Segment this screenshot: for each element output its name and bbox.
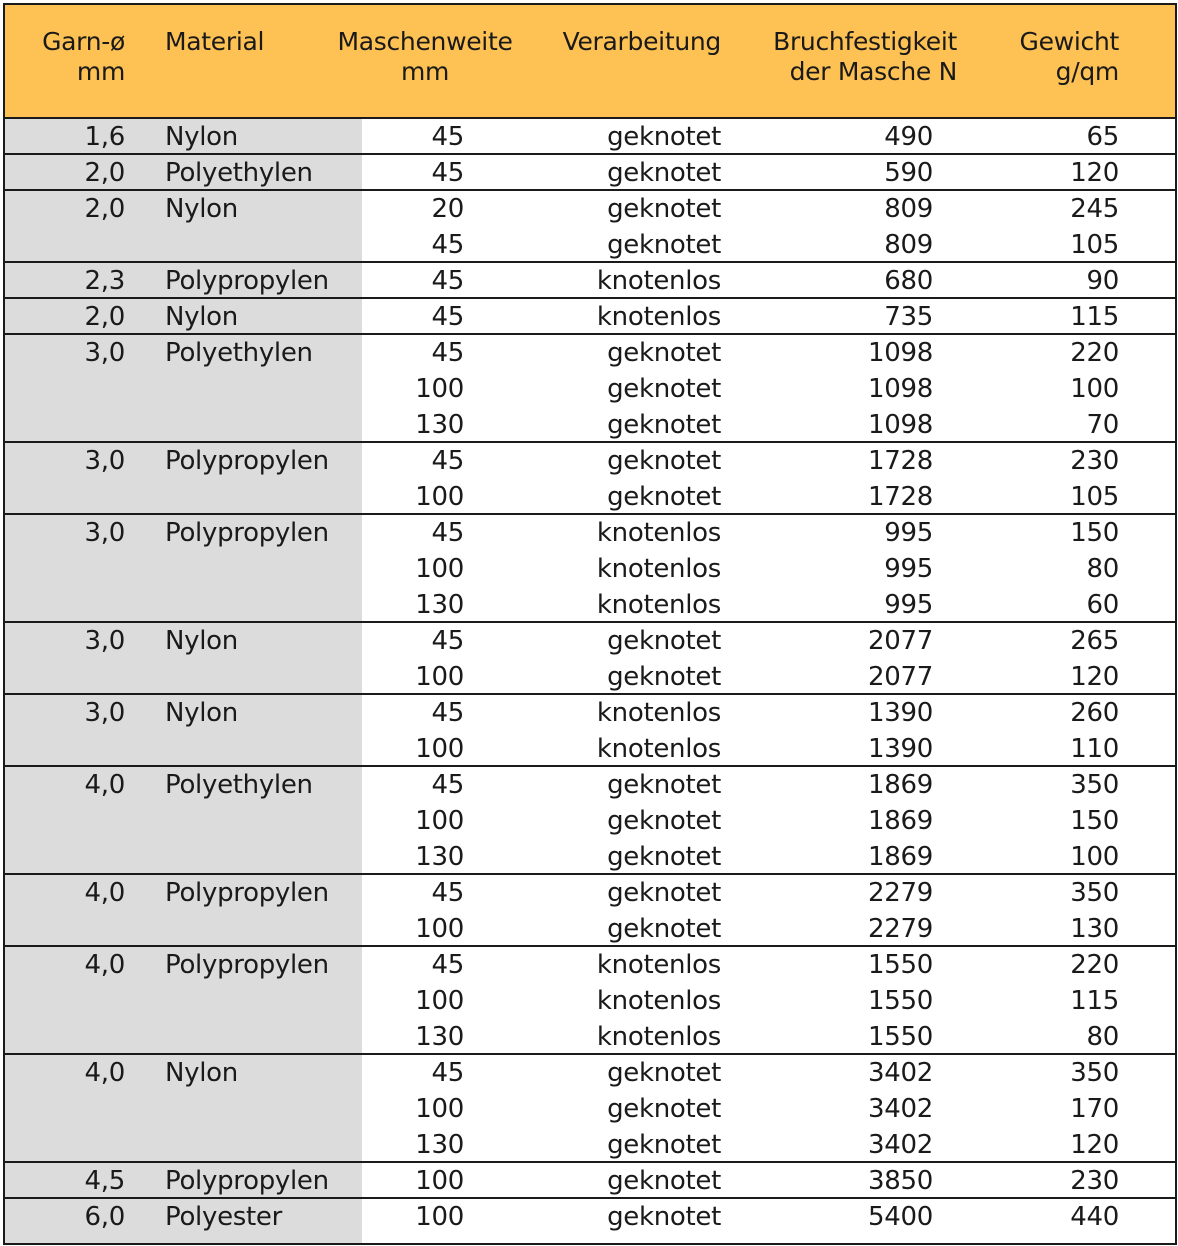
cell-bruchfestigkeit: 1390 bbox=[868, 698, 933, 728]
table-group bbox=[5, 1163, 1175, 1199]
cell-gewicht: 105 bbox=[1070, 482, 1119, 512]
cell-bruchfestigkeit: 2077 bbox=[868, 626, 933, 656]
cell-maschenweite: 130 bbox=[415, 1022, 464, 1052]
cell-garn: 4,0 bbox=[84, 1058, 125, 1088]
cell-material: Polypropylen bbox=[165, 446, 329, 476]
cell-maschenweite: 45 bbox=[431, 338, 464, 368]
cell-verarbeitung: knotenlos bbox=[596, 986, 721, 1016]
cell-maschenweite: 45 bbox=[431, 446, 464, 476]
cell-verarbeitung: knotenlos bbox=[596, 590, 721, 620]
cell-bruchfestigkeit: 1550 bbox=[868, 950, 933, 980]
cell-bruchfestigkeit: 809 bbox=[884, 230, 933, 260]
table-row bbox=[5, 263, 1175, 299]
cell-garn: 2,0 bbox=[84, 194, 125, 224]
cell-garn: 6,0 bbox=[84, 1202, 125, 1232]
cell-bruchfestigkeit: 590 bbox=[884, 158, 933, 188]
cell-bruchfestigkeit: 1550 bbox=[868, 986, 933, 1016]
cell-gewicht: 220 bbox=[1070, 338, 1119, 368]
cell-verarbeitung: knotenlos bbox=[596, 950, 721, 980]
cell-maschenweite: 100 bbox=[415, 806, 464, 836]
cell-maschenweite: 100 bbox=[415, 662, 464, 692]
cell-garn: 3,0 bbox=[84, 698, 125, 728]
table-row bbox=[5, 623, 1175, 659]
cell-bruchfestigkeit: 1390 bbox=[868, 734, 933, 764]
cell-material: Polyester bbox=[165, 1202, 282, 1232]
header-garn bbox=[42, 27, 125, 87]
cell-maschenweite: 100 bbox=[415, 1202, 464, 1232]
cell-maschenweite: 45 bbox=[431, 158, 464, 188]
cell-bruchfestigkeit: 1869 bbox=[868, 806, 933, 836]
cell-maschenweite: 100 bbox=[415, 1094, 464, 1124]
cell-bruchfestigkeit: 1869 bbox=[868, 842, 933, 872]
cell-verarbeitung: geknotet bbox=[607, 410, 721, 440]
table-group bbox=[5, 119, 1175, 155]
cell-gewicht: 90 bbox=[1086, 266, 1119, 296]
cell-maschenweite: 130 bbox=[415, 590, 464, 620]
cell-gewicht: 150 bbox=[1070, 806, 1119, 836]
table-row bbox=[5, 407, 1175, 443]
cell-maschenweite: 45 bbox=[431, 230, 464, 260]
cell-bruchfestigkeit: 1098 bbox=[868, 410, 933, 440]
cell-bruchfestigkeit: 809 bbox=[884, 194, 933, 224]
header-maschenweite-line2: mm bbox=[400, 57, 450, 86]
cell-material: Polypropylen bbox=[165, 950, 329, 980]
table-row bbox=[5, 1091, 1175, 1127]
header-garn-line1: Garn-ø bbox=[42, 27, 125, 56]
cell-gewicht: 265 bbox=[1070, 626, 1119, 656]
table-row bbox=[5, 803, 1175, 839]
cell-gewicht: 70 bbox=[1086, 410, 1119, 440]
cell-material: Nylon bbox=[165, 194, 238, 224]
header-material bbox=[165, 27, 264, 57]
cell-material: Polypropylen bbox=[165, 1166, 329, 1196]
cell-bruchfestigkeit: 995 bbox=[884, 554, 933, 584]
table-group bbox=[5, 263, 1175, 299]
cell-material: Polypropylen bbox=[165, 878, 329, 908]
cell-garn: 2,0 bbox=[84, 158, 125, 188]
cell-verarbeitung: knotenlos bbox=[596, 734, 721, 764]
header-gewicht bbox=[1020, 27, 1119, 87]
cell-bruchfestigkeit: 1869 bbox=[868, 770, 933, 800]
cell-verarbeitung: geknotet bbox=[607, 1202, 721, 1232]
cell-gewicht: 230 bbox=[1070, 446, 1119, 476]
table-row bbox=[5, 587, 1175, 623]
table-group bbox=[5, 623, 1175, 695]
cell-bruchfestigkeit: 995 bbox=[884, 518, 933, 548]
header-bruch-line2: der Masche N bbox=[789, 57, 957, 86]
cell-gewicht: 120 bbox=[1070, 1130, 1119, 1160]
cell-material: Polypropylen bbox=[165, 266, 329, 296]
cell-bruchfestigkeit: 490 bbox=[884, 122, 933, 152]
cell-verarbeitung: geknotet bbox=[607, 878, 721, 908]
cell-verarbeitung: knotenlos bbox=[596, 554, 721, 584]
cell-bruchfestigkeit: 1728 bbox=[868, 482, 933, 512]
cell-maschenweite: 100 bbox=[415, 482, 464, 512]
cell-bruchfestigkeit: 1098 bbox=[868, 338, 933, 368]
cell-bruchfestigkeit: 1728 bbox=[868, 446, 933, 476]
cell-material: Polypropylen bbox=[165, 518, 329, 548]
cell-material: Nylon bbox=[165, 626, 238, 656]
table-row bbox=[5, 983, 1175, 1019]
table-group bbox=[5, 191, 1175, 263]
table-row bbox=[5, 1127, 1175, 1163]
cell-gewicht: 230 bbox=[1070, 1166, 1119, 1196]
cell-verarbeitung: geknotet bbox=[607, 914, 721, 944]
cell-gewicht: 80 bbox=[1086, 554, 1119, 584]
cell-gewicht: 350 bbox=[1070, 878, 1119, 908]
cell-material: Polyethylen bbox=[165, 338, 313, 368]
cell-bruchfestigkeit: 3402 bbox=[868, 1130, 933, 1160]
cell-maschenweite: 100 bbox=[415, 374, 464, 404]
header-maschenweite bbox=[335, 27, 515, 87]
cell-verarbeitung: knotenlos bbox=[596, 698, 721, 728]
cell-gewicht: 440 bbox=[1070, 1202, 1119, 1232]
cell-verarbeitung: geknotet bbox=[607, 662, 721, 692]
cell-garn: 1,6 bbox=[84, 122, 125, 152]
cell-gewicht: 260 bbox=[1070, 698, 1119, 728]
table-group bbox=[5, 515, 1175, 623]
table-group bbox=[5, 767, 1175, 875]
cell-material: Polyethylen bbox=[165, 770, 313, 800]
cell-gewicht: 350 bbox=[1070, 1058, 1119, 1088]
cell-bruchfestigkeit: 680 bbox=[884, 266, 933, 296]
table-row bbox=[5, 1199, 1175, 1235]
cell-gewicht: 110 bbox=[1070, 734, 1119, 764]
cell-bruchfestigkeit: 3402 bbox=[868, 1058, 933, 1088]
table-group bbox=[5, 155, 1175, 191]
cell-material: Nylon bbox=[165, 122, 238, 152]
cell-gewicht: 245 bbox=[1070, 194, 1119, 224]
header-bruch-line1: Bruchfestigkeit bbox=[773, 27, 957, 56]
cell-verarbeitung: geknotet bbox=[607, 770, 721, 800]
cell-verarbeitung: geknotet bbox=[607, 806, 721, 836]
cell-verarbeitung: geknotet bbox=[607, 374, 721, 404]
table-row bbox=[5, 227, 1175, 263]
data-table bbox=[3, 3, 1177, 1245]
table-row bbox=[5, 299, 1175, 335]
header-gewicht-line1: Gewicht bbox=[1019, 27, 1119, 56]
cell-maschenweite: 100 bbox=[415, 986, 464, 1016]
cell-gewicht: 80 bbox=[1086, 1022, 1119, 1052]
table-row bbox=[5, 191, 1175, 227]
table-row bbox=[5, 1019, 1175, 1055]
cell-gewicht: 65 bbox=[1086, 122, 1119, 152]
table-group bbox=[5, 443, 1175, 515]
cell-gewicht: 120 bbox=[1070, 662, 1119, 692]
cell-verarbeitung: geknotet bbox=[607, 1058, 721, 1088]
cell-maschenweite: 130 bbox=[415, 1130, 464, 1160]
cell-verarbeitung: geknotet bbox=[607, 1094, 721, 1124]
table-header bbox=[5, 5, 1175, 119]
cell-maschenweite: 45 bbox=[431, 770, 464, 800]
cell-verarbeitung: geknotet bbox=[607, 230, 721, 260]
table-row bbox=[5, 911, 1175, 947]
cell-maschenweite: 130 bbox=[415, 410, 464, 440]
cell-verarbeitung: geknotet bbox=[607, 122, 721, 152]
header-verarbeitung-line1: Verarbeitung bbox=[562, 27, 721, 56]
cell-verarbeitung: geknotet bbox=[607, 446, 721, 476]
cell-garn: 4,0 bbox=[84, 950, 125, 980]
cell-gewicht: 100 bbox=[1070, 842, 1119, 872]
cell-verarbeitung: geknotet bbox=[607, 1130, 721, 1160]
cell-gewicht: 130 bbox=[1070, 914, 1119, 944]
header-material-line1: Material bbox=[165, 27, 265, 56]
table-group bbox=[5, 299, 1175, 335]
table-group bbox=[5, 335, 1175, 443]
cell-verarbeitung: geknotet bbox=[607, 158, 721, 188]
cell-bruchfestigkeit: 5400 bbox=[868, 1202, 933, 1232]
cell-garn: 4,0 bbox=[84, 878, 125, 908]
cell-bruchfestigkeit: 1550 bbox=[868, 1022, 933, 1052]
cell-verarbeitung: geknotet bbox=[607, 842, 721, 872]
cell-maschenweite: 45 bbox=[431, 122, 464, 152]
cell-material: Nylon bbox=[165, 1058, 238, 1088]
cell-maschenweite: 45 bbox=[431, 518, 464, 548]
cell-gewicht: 220 bbox=[1070, 950, 1119, 980]
cell-gewicht: 100 bbox=[1070, 374, 1119, 404]
table-body bbox=[5, 119, 1175, 1243]
table-group bbox=[5, 1199, 1175, 1235]
table-row bbox=[5, 371, 1175, 407]
cell-gewicht: 115 bbox=[1070, 302, 1119, 332]
header-bruchfestigkeit bbox=[773, 27, 957, 87]
table-row bbox=[5, 1163, 1175, 1199]
cell-material: Polyethylen bbox=[165, 158, 313, 188]
header-maschenweite-line1: Maschenweite bbox=[337, 27, 513, 56]
cell-maschenweite: 100 bbox=[415, 914, 464, 944]
cell-verarbeitung: knotenlos bbox=[596, 302, 721, 332]
table-group bbox=[5, 695, 1175, 767]
table-row bbox=[5, 659, 1175, 695]
header-verarbeitung bbox=[563, 27, 721, 57]
cell-garn: 3,0 bbox=[84, 338, 125, 368]
table-row bbox=[5, 839, 1175, 875]
cell-bruchfestigkeit: 2279 bbox=[868, 914, 933, 944]
cell-bruchfestigkeit: 2077 bbox=[868, 662, 933, 692]
cell-maschenweite: 130 bbox=[415, 842, 464, 872]
cell-garn: 4,5 bbox=[84, 1166, 125, 1196]
table-row bbox=[5, 551, 1175, 587]
cell-bruchfestigkeit: 1098 bbox=[868, 374, 933, 404]
cell-gewicht: 170 bbox=[1070, 1094, 1119, 1124]
cell-garn: 3,0 bbox=[84, 518, 125, 548]
header-garn-line2: mm bbox=[76, 57, 125, 86]
cell-maschenweite: 45 bbox=[431, 266, 464, 296]
cell-bruchfestigkeit: 995 bbox=[884, 590, 933, 620]
table-row bbox=[5, 947, 1175, 983]
cell-verarbeitung: geknotet bbox=[607, 1166, 721, 1196]
cell-verarbeitung: geknotet bbox=[607, 482, 721, 512]
header-gewicht-line2: g/qm bbox=[1055, 57, 1119, 86]
cell-garn: 2,0 bbox=[84, 302, 125, 332]
cell-verarbeitung: geknotet bbox=[607, 338, 721, 368]
table-row bbox=[5, 731, 1175, 767]
table-row bbox=[5, 335, 1175, 371]
cell-gewicht: 105 bbox=[1070, 230, 1119, 260]
cell-maschenweite: 45 bbox=[431, 626, 464, 656]
cell-material: Nylon bbox=[165, 302, 238, 332]
cell-bruchfestigkeit: 3850 bbox=[868, 1166, 933, 1196]
table-group bbox=[5, 1055, 1175, 1163]
table-row bbox=[5, 119, 1175, 155]
cell-bruchfestigkeit: 735 bbox=[884, 302, 933, 332]
cell-verarbeitung: geknotet bbox=[607, 194, 721, 224]
cell-verarbeitung: knotenlos bbox=[596, 518, 721, 548]
cell-gewicht: 115 bbox=[1070, 986, 1119, 1016]
cell-maschenweite: 45 bbox=[431, 698, 464, 728]
table-row bbox=[5, 767, 1175, 803]
table-group bbox=[5, 947, 1175, 1055]
cell-garn: 4,0 bbox=[84, 770, 125, 800]
cell-maschenweite: 45 bbox=[431, 950, 464, 980]
table-row bbox=[5, 479, 1175, 515]
table-row bbox=[5, 443, 1175, 479]
cell-verarbeitung: knotenlos bbox=[596, 266, 721, 296]
cell-gewicht: 350 bbox=[1070, 770, 1119, 800]
cell-garn: 3,0 bbox=[84, 446, 125, 476]
cell-gewicht: 60 bbox=[1086, 590, 1119, 620]
cell-bruchfestigkeit: 2279 bbox=[868, 878, 933, 908]
cell-material: Nylon bbox=[165, 698, 238, 728]
cell-maschenweite: 45 bbox=[431, 878, 464, 908]
cell-maschenweite: 100 bbox=[415, 734, 464, 764]
table-group bbox=[5, 875, 1175, 947]
cell-maschenweite: 45 bbox=[431, 1058, 464, 1088]
table-row bbox=[5, 155, 1175, 191]
cell-verarbeitung: geknotet bbox=[607, 626, 721, 656]
table-row bbox=[5, 875, 1175, 911]
cell-garn: 3,0 bbox=[84, 626, 125, 656]
table-row bbox=[5, 695, 1175, 731]
cell-gewicht: 150 bbox=[1070, 518, 1119, 548]
cell-maschenweite: 45 bbox=[431, 302, 464, 332]
cell-gewicht: 120 bbox=[1070, 158, 1119, 188]
cell-bruchfestigkeit: 3402 bbox=[868, 1094, 933, 1124]
cell-maschenweite: 100 bbox=[415, 554, 464, 584]
cell-garn: 2,3 bbox=[84, 266, 125, 296]
table-row bbox=[5, 515, 1175, 551]
cell-verarbeitung: knotenlos bbox=[596, 1022, 721, 1052]
table-row bbox=[5, 1055, 1175, 1091]
cell-maschenweite: 100 bbox=[415, 1166, 464, 1196]
cell-maschenweite: 20 bbox=[431, 194, 464, 224]
